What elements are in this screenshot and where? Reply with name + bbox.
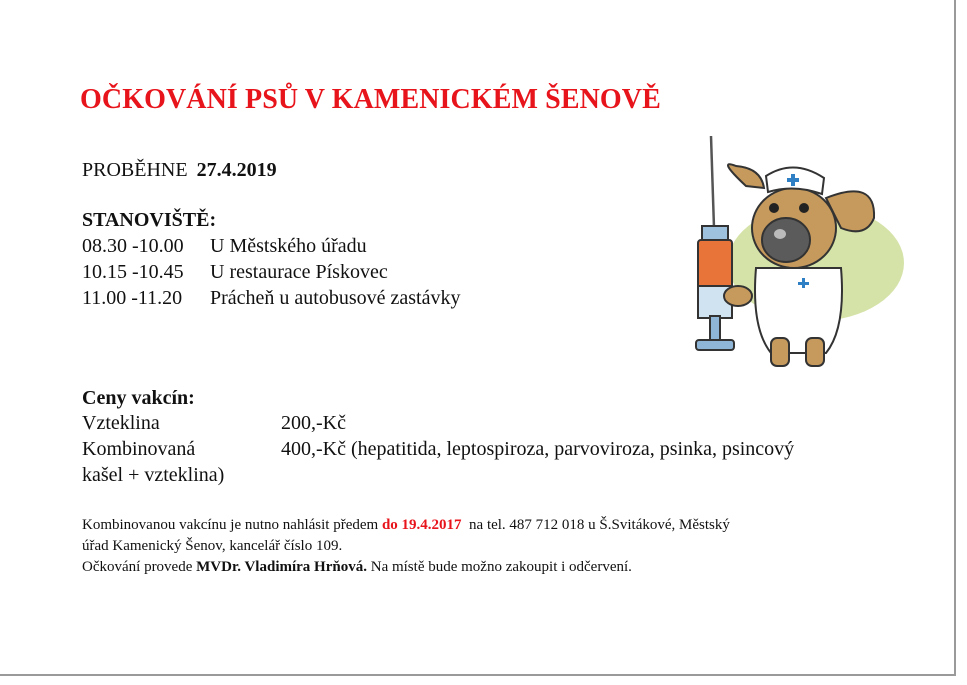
price-row xyxy=(82,437,794,461)
dog-coat xyxy=(755,268,842,353)
note-text: úřad Kamenický Šenov, kancelář číslo 109. xyxy=(82,538,343,554)
location-time: 11.00 -11.20 xyxy=(82,287,183,309)
location-row xyxy=(82,286,460,310)
location-row xyxy=(82,234,367,258)
vaccine-name: Kombinovaná xyxy=(82,438,196,460)
location-time: 08.30 -10.00 xyxy=(82,235,184,257)
registration-deadline: do 19.4.2017 xyxy=(381,517,462,533)
prices-heading: Ceny vakcín: xyxy=(82,387,195,409)
dog-leg xyxy=(806,338,824,366)
event-date: 27.4.2019 xyxy=(196,159,277,181)
locations-heading: STANOVIŠTĚ: xyxy=(82,209,217,231)
location-place: U Městského úřadu xyxy=(210,235,367,257)
dog-paw xyxy=(724,286,752,306)
syringe-needle xyxy=(711,136,714,228)
location-row xyxy=(82,260,388,284)
note-text: Na místě bude možno zakoupit i odčervení. xyxy=(370,559,632,575)
registration-note xyxy=(82,515,902,557)
note-text: na tel. 487 712 018 u Š.Svitákové, Městský xyxy=(469,517,730,533)
price-row xyxy=(82,411,346,435)
dog-nose xyxy=(762,218,810,262)
vaccine-price: 200,-Kč xyxy=(281,412,346,434)
cap-cross xyxy=(787,178,799,182)
location-place: Prácheň u autobusové zastávky xyxy=(210,287,461,309)
note-text: Očkování provede xyxy=(82,559,193,575)
page-title: OČKOVÁNÍ PSŮ V KAMENICKÉM ŠENOVĚ xyxy=(80,84,661,115)
date-line xyxy=(82,158,277,182)
dog-eye xyxy=(769,203,779,213)
note-text: Kombinovanou vakcínu je nutno nahlásit předem xyxy=(82,517,379,533)
vet-name: MVDr. Vladimíra Hrňová. xyxy=(196,559,367,575)
notes-block xyxy=(82,515,902,578)
vet-dog-with-syringe-icon xyxy=(676,128,906,378)
location-time: 10.15 -10.45 xyxy=(82,261,184,283)
date-label: PROBĚHNE xyxy=(82,159,188,181)
dog-ear-left xyxy=(728,164,764,188)
nose-highlight xyxy=(774,229,786,239)
vaccine-price: 400,-Kč (hepatitida, leptospiroza, parvoviroza, psinka, psincový xyxy=(281,438,795,460)
location-place: U restaurace Pískovec xyxy=(210,261,388,283)
coat-cross xyxy=(798,282,809,285)
dog-eye xyxy=(799,203,809,213)
price-continuation: kašel + vzteklina) xyxy=(82,464,225,486)
vaccine-name: Vzteklina xyxy=(82,412,160,434)
vet-note xyxy=(82,557,902,578)
dog-leg xyxy=(771,338,789,366)
